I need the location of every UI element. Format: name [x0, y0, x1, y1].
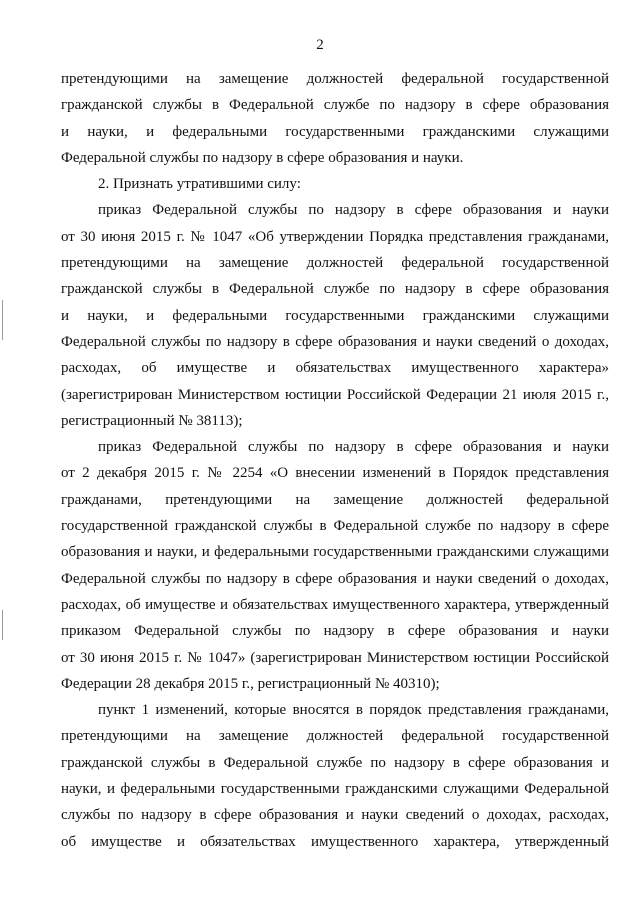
text-line: расходах, об имуществе и обязательствах имущественного характера»: [61, 360, 609, 377]
text-line: службы по надзору в сфере образования и науки сведений о доходах, расходах,: [61, 807, 609, 824]
text-line: и науки, и федеральными государственными гражданскими служащими: [61, 307, 609, 324]
text-line: регистрационный № 38113);: [61, 412, 243, 429]
text-line: пункт 1 изменений, которые вносятся в порядок представления гражданами,: [98, 702, 609, 719]
text-line: и науки, и федеральными государственными гражданскими служащими: [61, 123, 609, 140]
scan-edge-mark: [2, 610, 3, 640]
text-line: гражданской службы в Федеральной службе по надзору в сфере образования: [61, 281, 609, 298]
scan-edge-mark: [2, 300, 3, 340]
text-line: 2. Признать утратившими силу:: [98, 176, 301, 193]
text-line: Федеральной службы по надзору в сфере образования и науки сведений о доходах,: [61, 333, 609, 350]
text-line: приказ Федеральной службы по надзору в сфере образования и науки: [98, 202, 609, 219]
text-line: гражданами, претендующими на замещение должностей федеральной: [61, 491, 609, 508]
text-line: претендующими на замещение должностей федеральной государственной: [61, 728, 609, 745]
text-line: Федеральной службы по надзору в сфере образования и науки сведений о доходах,: [61, 570, 609, 587]
text-line: от 30 июня 2015 г. № 1047 «Об утверждении Порядка представления гражданами,: [61, 228, 609, 245]
text-line: расходах, об имуществе и обязательствах имущественного характера, утвержденный: [61, 596, 609, 613]
text-line: Федерации 28 декабря 2015 г., регистрационный № 40310);: [61, 675, 440, 692]
text-line: об имуществе и обязательствах имущественного характера, утвержденный: [61, 833, 609, 850]
page-number: 2: [316, 37, 324, 53]
text-line: Федеральной службы по надзору в сфере образования и науки.: [61, 149, 464, 166]
document-body: [61, 66, 609, 855]
text-line: претендующими на замещение должностей федеральной государственной: [61, 255, 609, 272]
text-line: образования и науки, и федеральными государственными гражданскими служащими: [61, 544, 609, 561]
text-line: гражданской службы в Федеральной службе по надзору в сфере образования и: [61, 754, 609, 771]
text-line: (зарегистрирован Министерством юстиции Российской Федерации 21 июля 2015 г.,: [61, 386, 609, 403]
text-line: приказ Федеральной службы по надзору в сфере образования и науки: [98, 439, 609, 456]
text-line: науки, и федеральными государственными гражданскими служащими Федеральной: [61, 781, 609, 798]
text-line: приказом Федеральной службы по надзору в сфере образования и науки: [61, 623, 609, 640]
text-line: от 30 июня 2015 г. № 1047» (зарегистрирован Министерством юстиции Российской: [61, 649, 609, 666]
text-line: от 2 декабря 2015 г. № 2254 «О внесении изменений в Порядок представления: [61, 465, 609, 482]
text-line: государственной гражданской службы в Федеральной службе по надзору в сфере: [61, 518, 609, 535]
text-line: гражданской службы в Федеральной службе по надзору в сфере образования: [61, 97, 609, 114]
text-line: претендующими на замещение должностей федеральной государственной: [61, 71, 609, 87]
